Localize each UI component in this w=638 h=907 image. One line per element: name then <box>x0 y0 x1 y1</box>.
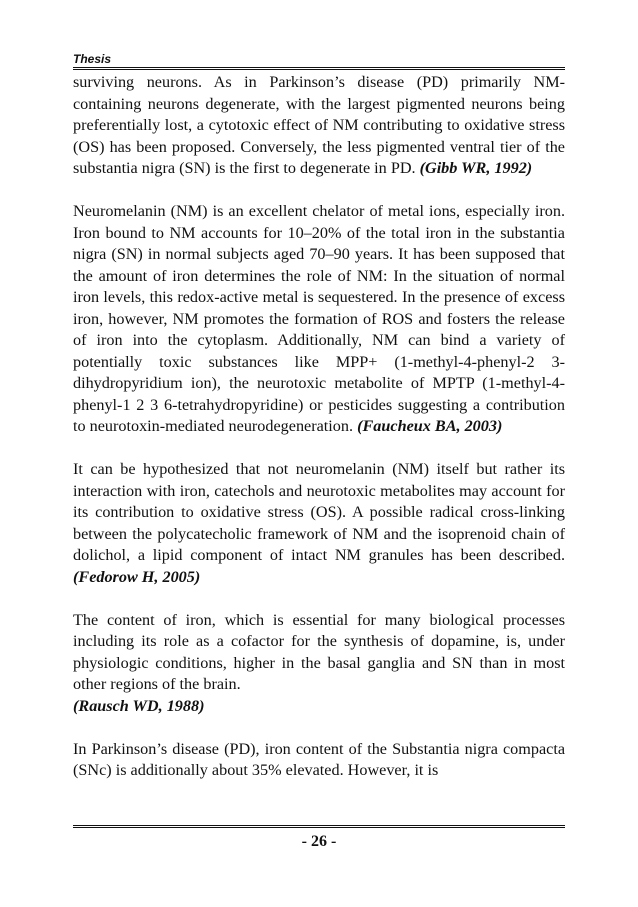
paragraph-text: Neuromelanin (NM) is an excellent chelator of metal ions, especially iron. Iron bound to NM accounts for 10–20% of the total iron in the substantia nigra (SN) in normal subjects aged 70–90 years. It has been supposed that the amount of iron determines the role of NM: In the situation of normal iron levels, this redox-active metal is sequestered. In the presence of excess iron, however, NM promotes the formation of ROS and fosters the release of iron into the cytoplasm. Additionally, NM can bind a variety of potentially toxic substances like MPP+ (1-methyl-4-phenyl-2 3-dihydropyridium ion), the neurotoxic metabolite of MPTP (1-methyl-4-phenyl-1 2 3 6-tetrahydropyridine) or pesticides suggesting a contribution to neurotoxin-mediated neurodegeneration. <box>73 202 565 435</box>
page-number: - 26 - <box>301 833 337 850</box>
page-content <box>73 52 565 782</box>
paragraph-gibb <box>73 72 565 180</box>
citation: (Fedorow H, 2005) <box>73 567 201 586</box>
citation: (Faucheux BA, 2003) <box>357 417 503 435</box>
paragraph-text: In Parkinson’s disease (PD), iron content of the Substantia nigra compacta (SNc) is additionally about 35% elevated. However, it is <box>73 739 565 779</box>
paragraph-text: The content of iron, which is essential for many biological processes including its role as a cofactor for the synthesis of dopamine, is, under physiologic conditions, higher in the basal ganglia and SN than in most other regions of the brain. <box>73 610 565 693</box>
header-divider <box>73 67 565 70</box>
citation: (Rausch WD, 1988) <box>73 696 205 715</box>
paragraph-text: surviving neurons. As in Parkinson’s disease (PD) primarily NM-containing neurons degenerate, with the largest pigmented neurons being preferentially lost, a cytotoxic effect of NM contributing to oxidative stress (OS) has been proposed. Conversely, the less pigmented ventral tier of the substantia nigra (SN) is the first to degenerate in PD. <box>73 73 565 177</box>
citation: (Gibb WR, 1992) <box>419 159 533 177</box>
running-header: Thesis <box>73 52 112 66</box>
paragraph-faucheux <box>73 201 565 438</box>
paragraph-fedorow <box>73 459 565 588</box>
paragraph-snc-iron <box>73 739 565 782</box>
paragraph-text: It can be hypothesized that not neuromelanin (NM) itself but rather its interaction with iron, catechols and neurotoxic metabolites may account for its contribution to oxidative stress (OS). A possible radical cross-linking between the polycatecholic framework of NM and the isoprenoid chain of dolichol, a lipid component of intact NM granules has been described. <box>73 460 565 564</box>
paragraph-rausch <box>73 610 565 718</box>
footer-divider <box>73 825 565 828</box>
